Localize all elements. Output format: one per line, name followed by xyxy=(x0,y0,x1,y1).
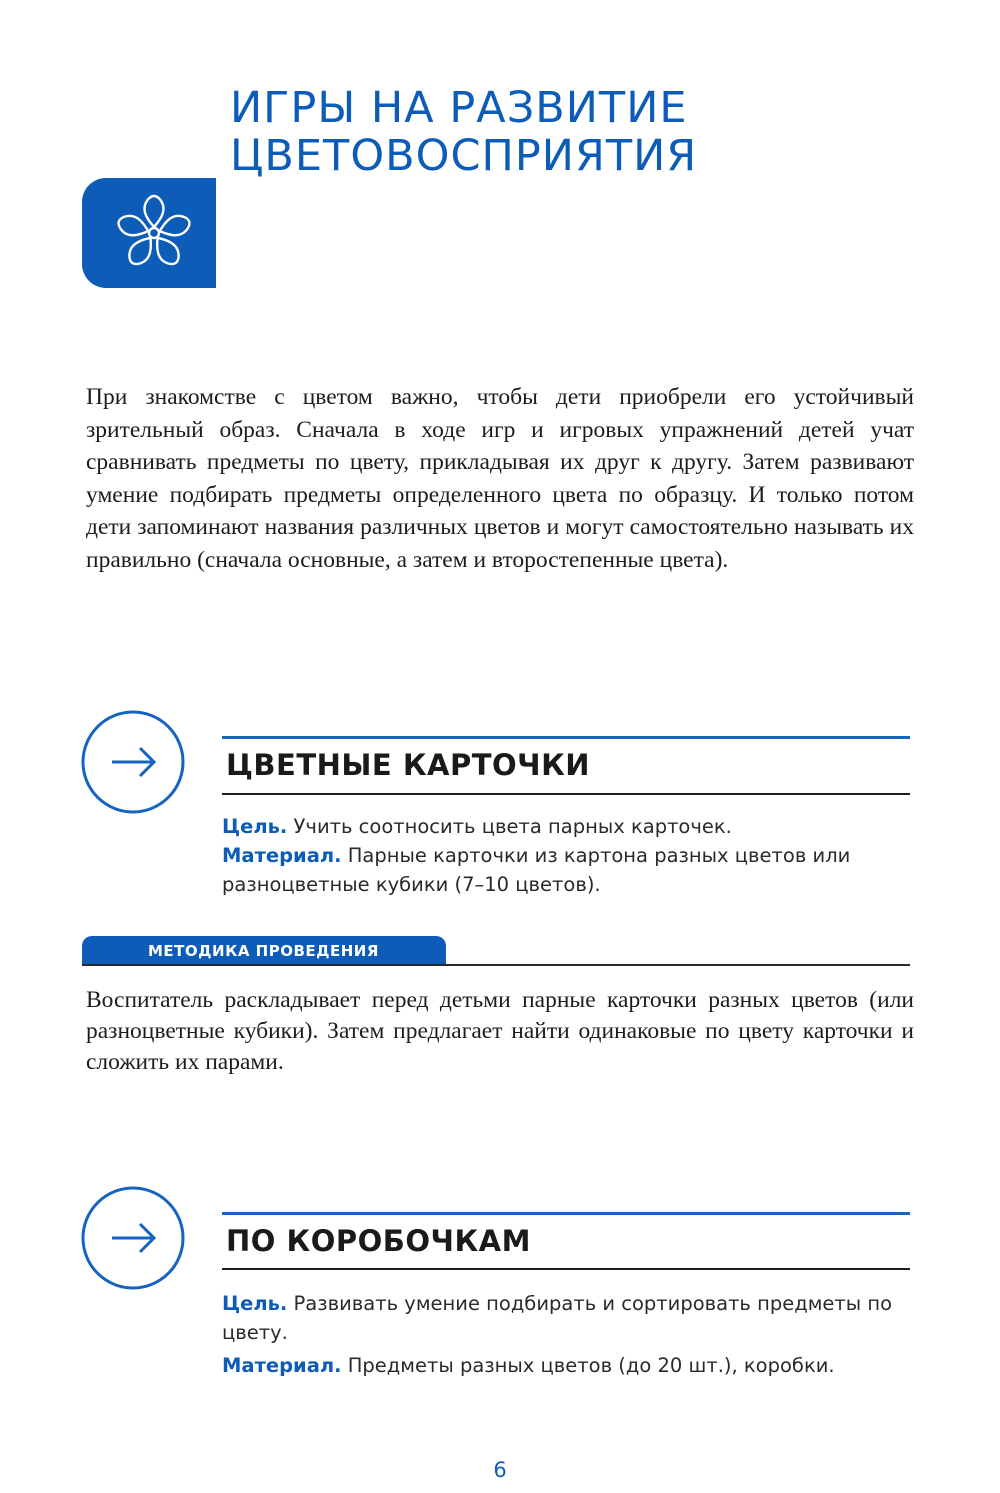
page-title-line-1: ИГРЫ НА РАЗВИТИЕ xyxy=(230,83,688,133)
arrow-right-icon xyxy=(80,1185,186,1291)
page-title-line-2: ЦВЕТОВОСПРИЯТИЯ xyxy=(230,131,698,181)
section-badge xyxy=(82,178,216,288)
game-2-details xyxy=(222,1289,912,1380)
page-number: 6 xyxy=(493,1458,507,1482)
game-2-arrow-badge xyxy=(80,1185,186,1291)
game-1-material-text: Парные карточки из картона разных цветов или разноцветные кубики (7–10 цветов). xyxy=(222,844,851,896)
game-2-top-rule xyxy=(222,1212,910,1215)
method-paragraph: Воспитатель раскладывает перед детьми парные карточки разных цветов (или разноцветные кубики). Затем предлагает найти одинаковые по цвету карточки и сложить их парами. xyxy=(86,987,914,1075)
page-title xyxy=(230,84,930,180)
game-2-material-label: Материал. xyxy=(222,1354,342,1377)
game-1-material xyxy=(222,841,912,899)
game-1-top-rule xyxy=(222,736,910,739)
game-1-goal-label: Цель. xyxy=(222,815,288,838)
method-header-rule xyxy=(82,964,910,966)
flower-icon xyxy=(107,186,201,280)
arrow-right-icon xyxy=(80,709,186,815)
game-1-goal xyxy=(222,812,912,841)
method-header-label: МЕТОДИКА ПРОВЕДЕНИЯ xyxy=(148,942,379,960)
game-1-details xyxy=(222,812,912,899)
game-1-material-label: Материал. xyxy=(222,844,342,867)
game-2-material xyxy=(222,1351,912,1380)
intro-paragraph: При знакомстве с цветом важно, чтобы дети приобрели его устойчивый зрительный образ. Сначала в ходе игр и игровых упражнений детей учат сравнивать предметы по цвету, прикладывая их друг к другу. Затем развивают умение подбирать предметы определенного цвета по образцу. И только потом дети запоминают названия различных цветов и могут самостоятельно называть их правильно (сначала основные, а затем и второстепенные цвета). xyxy=(86,384,914,573)
game-2-title: ПО КОРОБОЧКАМ xyxy=(226,1224,531,1258)
game-1-goal-text: Учить соотносить цвета парных карточек. xyxy=(293,815,732,838)
game-2-goal-label: Цель. xyxy=(222,1292,288,1315)
game-1-title-underline xyxy=(222,793,910,795)
game-2-title-underline xyxy=(222,1268,910,1270)
game-2-material-text: Предметы разных цветов (до 20 шт.), коробки. xyxy=(347,1354,835,1377)
game-1-arrow-badge xyxy=(80,709,186,815)
game-1-title: ЦВЕТНЫЕ КАРТОЧКИ xyxy=(226,748,591,782)
game-2-goal xyxy=(222,1289,912,1347)
game-2-goal-text: Развивать умение подбирать и сортировать предметы по цвету. xyxy=(222,1292,893,1344)
